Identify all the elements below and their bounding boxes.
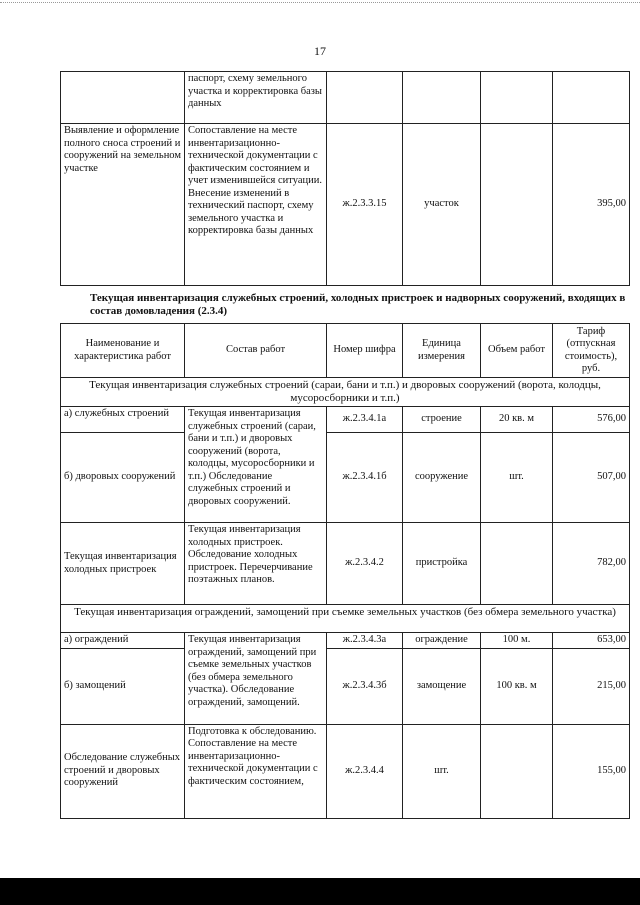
unit-cell: шт. xyxy=(403,724,481,818)
table-row xyxy=(61,633,630,649)
volume-cell xyxy=(481,124,553,286)
header-code: Номер шифра xyxy=(327,324,403,378)
volume-cell: шт. xyxy=(481,433,553,523)
name-cell: б) замощений xyxy=(61,648,185,724)
section-title: Текущая инвентаризация служебных строений, холодных пристроек и надворных сооружений, входящих в состав домовладения (2.3.4) xyxy=(90,292,626,317)
group-row xyxy=(61,378,630,407)
volume-cell: 100 кв. м xyxy=(481,648,553,724)
work-cell: Подготовка к обследованию. Сопоставление на месте инвентаризационно-технической документации с фактическим состоянием, xyxy=(185,724,327,818)
work-cell: Текущая инвентаризация холодных пристроек. Обследование холодных пристроек. Перечерчивание поэтажных планов. xyxy=(185,523,327,605)
header-tariff: Тариф (отпускная стоимость), руб. xyxy=(553,324,630,378)
tariff-cell: 507,00 xyxy=(553,433,630,523)
group-title: Текущая инвентаризация ограждений, замощений при съемке земельных участков (без обмера земельного участка) xyxy=(61,605,630,633)
table-row xyxy=(61,72,630,124)
name-cell: б) дворовых сооружений xyxy=(61,433,185,523)
table-inventory xyxy=(60,323,630,819)
code-cell: ж.2.3.4.3б xyxy=(327,648,403,724)
header-volume: Объем работ xyxy=(481,324,553,378)
tariff-cell: 155,00 xyxy=(553,724,630,818)
code-cell: ж.2.3.3.15 xyxy=(327,124,403,286)
tariff-cell: 653,00 xyxy=(553,633,630,649)
top-divider xyxy=(0,2,640,3)
tariff-cell: 576,00 xyxy=(553,407,630,433)
code-cell: ж.2.3.4.2 xyxy=(327,523,403,605)
name-cell: Обследование служебных строений и дворовых сооружений xyxy=(61,724,185,818)
name-cell: Выявление и оформление полного сноса строений и сооружений на земельном участке xyxy=(61,124,185,286)
tariff-cell: 395,00 xyxy=(553,124,630,286)
volume-cell: 20 кв. м xyxy=(481,407,553,433)
table-row xyxy=(61,523,630,605)
table-row xyxy=(61,407,630,433)
work-cell: паспорт, схему земельного участка и корректировка базы данных xyxy=(185,72,327,124)
code-cell: ж.2.3.4.1а xyxy=(327,407,403,433)
table-row xyxy=(61,724,630,818)
work-cell: Текущая инвентаризация служебных строений (сараи, бани и т.п.) и дворовых сооружений (ворота, колодцы, мусоросборники и т.п.) Обследование служебных строений и дворовых сооружений. xyxy=(185,407,327,523)
page-number: 17 xyxy=(314,44,326,58)
unit-cell: пристройка xyxy=(403,523,481,605)
unit-cell: участок xyxy=(403,124,481,286)
name-cell: а) служебных строений xyxy=(61,407,185,433)
tariff-cell: 782,00 xyxy=(553,523,630,605)
name-cell: Текущая инвентаризация холодных пристроек xyxy=(61,523,185,605)
group-row xyxy=(61,605,630,633)
code-cell: ж.2.3.4.1б xyxy=(327,433,403,523)
unit-cell: ограждение xyxy=(403,633,481,649)
scan-bottom-edge xyxy=(0,878,640,905)
group-title: Текущая инвентаризация служебных строений (сараи, бани и т.п.) и дворовых сооружений (ворота, колодцы, мусоросборники и т.п.) xyxy=(61,378,630,407)
unit-cell: замощение xyxy=(403,648,481,724)
table-row xyxy=(61,648,630,724)
volume-cell xyxy=(481,724,553,818)
table-header-row xyxy=(61,324,630,378)
header-name: Наименование и характеристика работ xyxy=(61,324,185,378)
volume-cell xyxy=(481,523,553,605)
header-work: Состав работ xyxy=(185,324,327,378)
name-cell: а) ограждений xyxy=(61,633,185,649)
work-cell: Сопоставление на месте инвентаризационно-технической документации с фактическим состоянием и учет изменившейся ситуации. Внесение изменений в технический паспорт, схему земельного участка и корректировка базы данных xyxy=(185,124,327,286)
code-cell: ж.2.3.4.3а xyxy=(327,633,403,649)
table-row xyxy=(61,433,630,523)
work-cell: Текущая инвентаризация ограждений, замощений при съемке земельных участков (без обмера земельного участка). Обследование ограждений, замощений. xyxy=(185,633,327,725)
unit-cell: сооружение xyxy=(403,433,481,523)
unit-cell: строение xyxy=(403,407,481,433)
volume-cell: 100 м. xyxy=(481,633,553,649)
code-cell: ж.2.3.4.4 xyxy=(327,724,403,818)
table-continuation xyxy=(60,71,630,286)
tariff-cell: 215,00 xyxy=(553,648,630,724)
table-row xyxy=(61,124,630,286)
header-unit: Единица измерения xyxy=(403,324,481,378)
